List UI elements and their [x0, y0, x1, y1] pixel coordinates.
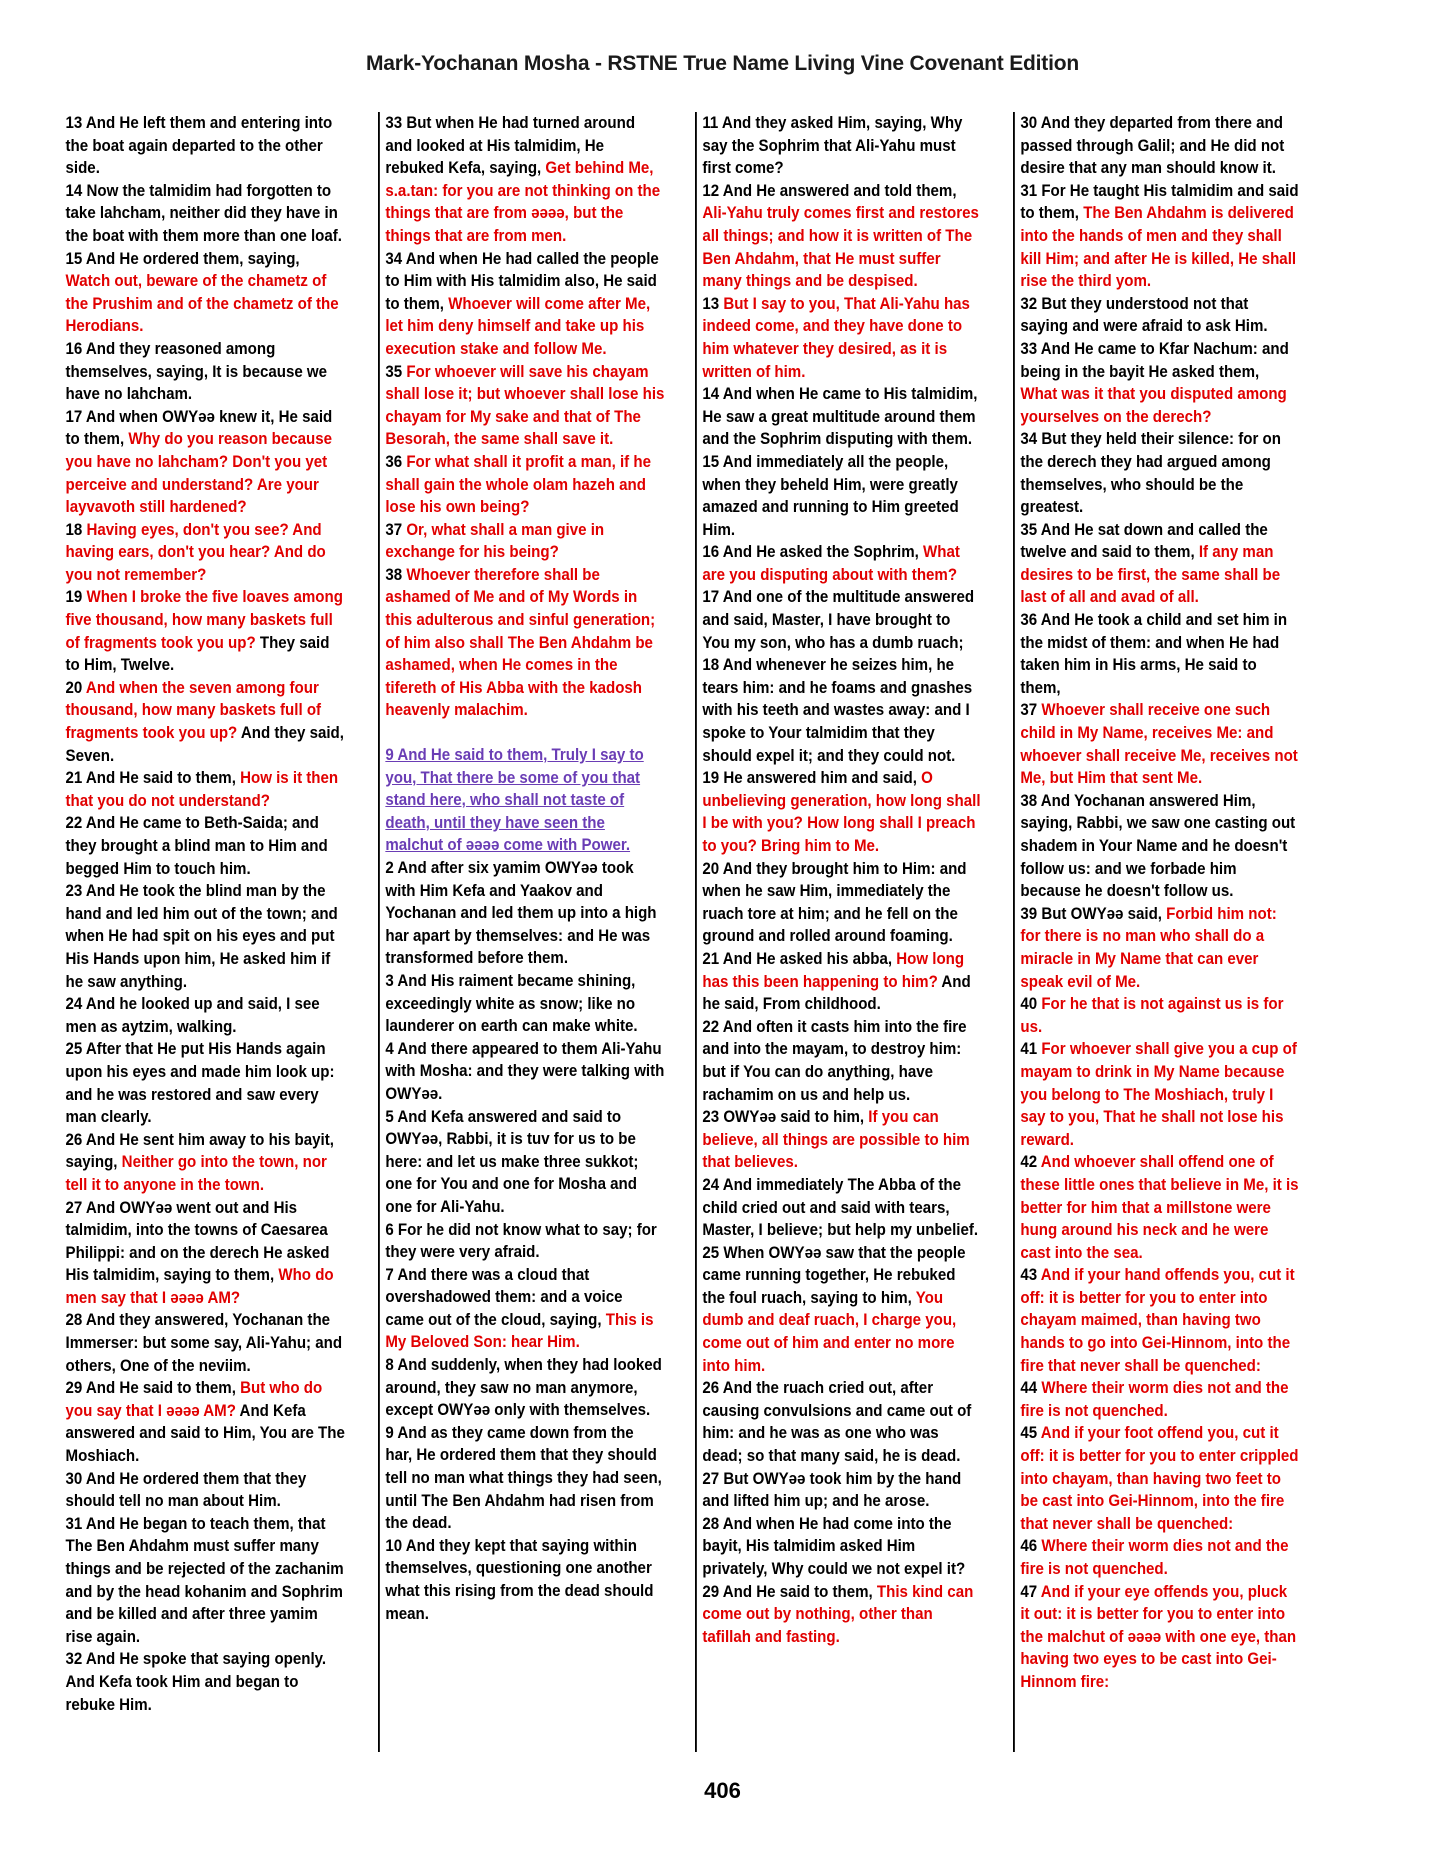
verse-text: 34 But they held their silence: for on the derech they had argued among themselves, who should be the greatest. [1019, 430, 1281, 517]
verse-text: 23 And He took the blind man by the hand and led him out of the town; and when He had spit on his eyes and put His Hands upon him, He asked him if he saw anything. [65, 882, 338, 991]
verse [66, 1513, 347, 1649]
red-letter-text: Whoever shall receive one such child in My Name, receives Me: and whoever shall receive Me, receives not Me, but Him that sent Me. [1019, 701, 1298, 788]
verse [66, 180, 347, 248]
verse [1020, 1377, 1299, 1422]
verse [66, 677, 347, 767]
verse-text: 43 [1019, 1266, 1041, 1285]
column-4 [1013, 112, 1305, 1752]
verse-text: 33 But when He had turned around and looked at His talmidim, He rebuked Kefa, saying, [384, 114, 635, 178]
red-letter-text: Whoever will come after Me, let him deny himself and take up his execution stake and follow Me. [384, 294, 650, 358]
red-letter-text: If you can believe, all things are possible to him that believes. [702, 1108, 970, 1172]
verse-text: 37 [384, 520, 406, 539]
verse [1020, 180, 1299, 293]
red-letter-text: When I broke the five loaves among five thousand, how many baskets full of fragments took you up? [65, 588, 343, 652]
verse-text: 21 And He said to them, [65, 769, 241, 788]
verse-text: 31 And He began to teach them, that The Ben Ahdahm must suffer many things and be rejected of the zachanim and by the head kohanim and Sophrim and be killed and after three yamim rise again. [65, 1514, 344, 1646]
verse [702, 383, 981, 451]
verse-text: 25 After that He put His Hands again upon his eyes and made him look up: and he was restored and saw every man clearly. [65, 1040, 335, 1127]
verse-text: They said to Him, Twelve. [65, 633, 330, 675]
verse [66, 1309, 347, 1377]
verse-text: 27 But OWYǝǝ took him by the hand and lifted him up; and he arose. [702, 1469, 962, 1511]
red-letter-text: Forbid him not: for there is no man who shall do a miracle in My Name that can ever speak evil of Me. [1019, 904, 1277, 991]
verse [1020, 903, 1299, 993]
verse-text: 10 And they kept that saying within themselves, questioning one another what this rising from the dead should mean. [384, 1536, 653, 1623]
verse-text: 45 [1019, 1424, 1041, 1443]
verse-text: 26 And He sent him away to his bayit, saying, [65, 1130, 334, 1172]
verse [702, 1106, 981, 1174]
verse-text: 41 [1019, 1040, 1041, 1059]
verse [702, 112, 981, 180]
verse [385, 1354, 664, 1422]
verse [385, 248, 664, 361]
verse-text: 5 And Kefa answered and said to OWYǝǝ, Rabbi, it is tuv for us to be here: and let us make three sukkot; one for You and one for Mosha and one for Ali-Yahu. [384, 1107, 638, 1216]
verse [702, 1468, 981, 1513]
red-letter-text: Or, what shall a man give in exchange for his being? [384, 520, 604, 562]
verse [1020, 1422, 1299, 1535]
verse-text: 17 And when OWYǝǝ knew it, He said to them, [65, 407, 333, 449]
verse [385, 1038, 664, 1106]
verse [385, 1422, 664, 1535]
verse-text: 36 [384, 452, 406, 471]
verse [702, 451, 981, 541]
page-number: 406 [704, 1778, 741, 1803]
column-2 [378, 112, 670, 1752]
verse-text: 47 [1019, 1582, 1041, 1601]
verse [385, 970, 664, 1038]
verse-text: 35 And He sat down and called the twelve and said to them, [1019, 520, 1268, 562]
verse [385, 519, 664, 564]
red-letter-text: Who do men say that I ǝǝǝǝ AM? [65, 1266, 334, 1307]
verse [1020, 112, 1299, 180]
verse-text: 27 And OWYǝǝ went out and His talmidim, into the towns of Caesarea Philippi: and on the derech He asked His talmidim, saying to them, [65, 1198, 330, 1285]
verse-text: 14 Now the talmidim had forgotten to take lahcham, neither did they have in the boat with them more than one loaf. [65, 181, 342, 245]
verse-text: 32 And He spoke that saying openly. And Kefa took Him and began to rebuke Him. [65, 1650, 327, 1714]
verse [1020, 428, 1299, 518]
verse [1020, 1038, 1299, 1151]
verse-text: 8 And suddenly, when they had looked around, they saw no man anymore, except OWYǝǝ only with themselves. [384, 1356, 662, 1420]
page-header-title: Mark-Yochanan Mosha - RSTNE True Name Living Vine Covenant Edition [366, 52, 1079, 75]
red-letter-text: This is My Beloved Son: hear Him. [384, 1310, 653, 1352]
verse [385, 1219, 664, 1264]
red-letter-text: Neither go into the town, nor tell it to anyone in the town. [65, 1153, 327, 1194]
red-letter-text: Watch out, beware of the chametz of the Prushim and of the chametz of the Herodians. [65, 272, 339, 336]
verse [66, 1197, 347, 1310]
verse [66, 993, 347, 1038]
verse-text: 40 [1019, 995, 1041, 1014]
red-letter-text: And if your hand offends you, cut it off: it is better for you to enter into chayam maimed, than having two hands to go into Gei-Hinnom, into the fire that never shall be quenched: [1019, 1266, 1295, 1375]
verse [66, 586, 347, 676]
red-letter-text: And when the seven among four thousand, how many baskets full of fragments took you up? [65, 678, 322, 743]
verse [702, 948, 981, 1016]
verse-text: 24 And immediately The Abba of the child cried out and said with tears, Master, I believe; but help my unbelief. [702, 1175, 979, 1240]
red-letter-text: Why do you reason because you have no lahcham? Don't you yet perceive and understand? Are your layvavoth still hardened? [65, 430, 332, 517]
verse-text: 6 For he did not know what to say; for they were very afraid. [384, 1220, 657, 1262]
red-letter-text: For whoever will save his chayam shall lose it; but whoever shall lose his chayam for My sake and that of The Besorah, the same shall save it. [384, 362, 664, 449]
verse [385, 1535, 664, 1625]
red-letter-text: This kind can come out by nothing, other than tafillah and fasting. [702, 1582, 974, 1646]
red-letter-text: How long has this been happening to him? [702, 949, 965, 991]
verse-text: 28 And they answered, Yochanan the Immerser: but some say, Ali-Yahu; and others, One of the neviim. [65, 1311, 343, 1375]
verse-text: And they said, Seven. [65, 724, 344, 765]
verse-text: 18 And whenever he seizes him, he tears him: and he foams and gnashes with his teeth and wastes away: and I spoke to Your talmidim that they should expel it; and they could not. [702, 656, 973, 765]
verse [1020, 609, 1299, 699]
red-letter-text: And if your foot offend you, cut it off: it is better for you to enter crippled into chayam, than having two feet to be cast into Gei-Hinnom, into the fire that never shall be quenched: [1019, 1424, 1299, 1533]
red-letter-text: Whoever therefore shall be ashamed of Me and of My Words in this adulterous and sinful generation; of him also shall The Ben Ahdahm be ashamed, when He comes in the tifereth of His Abba with the kadosh heavenly malachim. [384, 565, 655, 720]
verse [1020, 1535, 1299, 1580]
verse-text: 38 And Yochanan answered Him, saying, Rabbi, we saw one casting out shadem in Your Name and he doesn't follow us: and we forbade him because he doesn't follow us. [1019, 791, 1295, 901]
verse-text: 12 And He answered and told them, [702, 181, 957, 200]
verse-text: 13 [702, 294, 724, 313]
verse-text: 16 And they reasoned among themselves, saying, It is because we have no lahcham. [65, 339, 328, 404]
verse [702, 1016, 981, 1106]
verse [702, 1242, 981, 1378]
red-letter-text: For what shall it profit a man, if he shall gain the whole olam hazeh and lose his own being? [384, 452, 651, 517]
verse-text: 38 [384, 565, 406, 584]
verse [702, 654, 981, 767]
verse [66, 338, 347, 406]
verse [702, 1174, 981, 1242]
red-letter-text: How is it then that you do not understand? [65, 769, 339, 810]
verse-text: 9 And as they came down from the har, He ordered them that they should tell no man what things they had seen, until The Ben Ahdahm had risen from the dead. [384, 1423, 662, 1533]
verse [385, 857, 664, 970]
verse-text: 19 [65, 588, 87, 607]
verse [66, 1377, 347, 1467]
verse-text: 15 And immediately all the people, when they beheld Him, were greatly amazed and running to Him greeted Him. [702, 452, 959, 539]
column-3 [695, 112, 987, 1752]
verse-text: 22 And often it casts him into the fire and into the mayam, to destroy him: but if You can do anything, have rachamim on us and help us. [702, 1017, 967, 1104]
verse-text: 32 But they understood not that saying and were afraid to ask Him. [1019, 294, 1268, 336]
verse [66, 112, 347, 180]
verse [385, 361, 664, 451]
verse-text: 11 And they asked Him, saying, Why say the Sophrim that Ali-Yahu must first come? [702, 114, 963, 178]
verse-text: And he said, From childhood. [702, 972, 971, 1014]
red-letter-text: Where their worm dies not and the fire is not quenched. [1019, 1379, 1288, 1420]
verse-text: 29 And He said to them, [65, 1379, 241, 1398]
verse-text: 3 And His raiment became shining, exceedingly white as snow; like no launderer on earth can make white. [384, 971, 638, 1036]
verse-text: 4 And there appeared to them Ali-Yahu with Mosha: and they were talking with OWYǝǝ. [384, 1039, 664, 1103]
verse [1020, 993, 1299, 1038]
verse [66, 1468, 347, 1513]
purple-text: 9 And He said to them, Truly I say to you, That there be some of you that stand here, who shall not taste of death, until they have seen the malchut of ǝǝǝǝ come with Power. [384, 746, 644, 855]
red-letter-text: What was it that you disputed among yourselves on the derech? [1019, 385, 1287, 426]
red-letter-text: What are you disputing about with them? [702, 543, 960, 584]
verse-text: 31 For He taught His talmidim and said to them, [1019, 181, 1299, 223]
verse [1020, 790, 1299, 903]
verse-text: 46 [1019, 1537, 1041, 1556]
verse [66, 1648, 347, 1716]
verse [66, 1038, 347, 1128]
red-letter-text: If any man desires to be first, the same shall be last of all and avad of all. [1019, 543, 1280, 607]
verse [702, 180, 981, 293]
verse-text: 42 [1019, 1153, 1041, 1172]
verse [385, 1106, 664, 1219]
verse [66, 248, 347, 338]
red-letter-text: Ali-Yahu truly comes first and restores all things; and how it is written of The Ben Ahdahm, that He must suffer many things and be despised. [702, 204, 979, 291]
verse-text: 7 And there was a cloud that overshadowed them: and a voice came out of the cloud, saying, [384, 1265, 623, 1329]
verse [385, 451, 664, 519]
verse-text: 19 He answered him and said, [702, 769, 922, 788]
verse [385, 564, 664, 722]
verse [385, 744, 664, 857]
text-columns [60, 112, 1330, 1752]
verse-text: 21 And He asked his abba, [702, 949, 897, 968]
verse-text: 37 [1019, 701, 1041, 720]
verse [66, 519, 347, 587]
verse-text: 30 And He ordered them that they should tell no man about Him. [65, 1469, 307, 1511]
verse [66, 406, 347, 519]
verse-text: 13 And He left them and entering into the boat again departed to the other side. [65, 114, 333, 178]
verse [702, 586, 981, 654]
red-letter-text: But I say to you, That Ali-Yahu has indeed come, and they have done to him whatever they desired, as it is written of him. [702, 294, 970, 381]
red-letter-text: The Ben Ahdahm is delivered into the hands of men and they shall kill Him; and after He is killed, He shall rise the third yom. [1019, 204, 1296, 291]
verse-text: 22 And He came to Beth-Saida; and they brought a blind man to Him and begged Him to touch him. [65, 814, 328, 878]
red-letter-text: Where their worm dies not and the fire is not quenched. [1019, 1537, 1288, 1578]
verse [1020, 519, 1299, 609]
verse-text: 28 And when He had come into the bayit, His talmidim asked Him privately, Why could we not expel it? [702, 1514, 966, 1578]
verse-text: 30 And they departed from there and passed through Galil; and He did not desire that any man should know it. [1019, 114, 1284, 178]
verse-text: 20 And they brought him to Him: and when he saw Him, immediately the ruach tore at him; and he fell on the ground and rolled around foaming. [702, 859, 967, 946]
verse-text: 23 OWYǝǝ said to him, [702, 1108, 869, 1127]
verse-text: 36 And He took a child and set him in the midst of them: and when He had taken him in His arms, He said to them, [1019, 611, 1287, 697]
verse [385, 1264, 664, 1354]
verse [1020, 699, 1299, 789]
verse-text: 33 And He came to Kfar Nachum: and being in the bayit He asked them, [1019, 339, 1289, 381]
verse-text: 39 But OWYǝǝ said, [1019, 904, 1166, 923]
verse-text: And Kefa answered and said to Him, You are The Moshiach. [65, 1401, 345, 1466]
red-letter-text: You dumb and deaf ruach, I charge you, come out of him and enter no more into him. [702, 1288, 957, 1375]
verse-text: 16 And He asked the Sophrim, [702, 543, 924, 562]
red-letter-text: For whoever shall give you a cup of mayam to drink in My Name because you belong to The Moshiach, truly I say to you, That he shall not lose his reward. [1019, 1040, 1297, 1149]
verse-text: 35 [384, 362, 406, 381]
verse [702, 1581, 981, 1649]
verse-text: 14 And when He came to His talmidim, He saw a great multitude around them and the Sophrim disputing with them. [702, 385, 978, 449]
red-letter-text: And if your eye offends you, pluck it out: it is better for you to enter into the malchut of ǝǝǝǝ with one eye, than having two eyes to be cast into Gei-Hinnom fire: [1019, 1582, 1296, 1691]
red-letter-text: And whoever shall offend one of these little ones that believe in Me, it is better for him that a millstone were hung around his neck and he were cast into the sea. [1019, 1153, 1299, 1262]
verse [66, 767, 347, 812]
verse [702, 858, 981, 948]
verse [66, 812, 347, 880]
verse [385, 112, 664, 248]
red-letter-text: Having eyes, don't you see? And having ears, don't you hear? And do you not remember? [65, 520, 326, 584]
verse [1020, 338, 1299, 428]
verse [1020, 1151, 1299, 1264]
verse [702, 1377, 981, 1467]
verse-text: 44 [1019, 1379, 1041, 1398]
verse [702, 767, 981, 857]
verse-text: 26 And the ruach cried out, after causing convulsions and came out of him: and he was as one who was dead; so that many said, he is dead. [702, 1379, 972, 1466]
verse [702, 1513, 981, 1581]
verse-text: 25 When OWYǝǝ saw that the people came running together, He rebuked the foul ruach, saying to him, [702, 1243, 966, 1307]
verse [66, 1129, 347, 1197]
verse-text: 15 And He ordered them, saying, [65, 249, 300, 268]
red-letter-text: For he that is not against us is for us. [1019, 995, 1283, 1036]
column-1 [60, 112, 352, 1752]
verse-text: 18 [65, 520, 87, 539]
verse [66, 880, 347, 993]
verse-text: 2 And after six yamim OWYǝǝ took with Him Kefa and Yaakov and Yochanan and led them up into a high har apart by themselves: and He was transformed before them. [384, 859, 657, 968]
red-letter-text: But who do you say that I ǝǝǝǝ AM? [65, 1379, 323, 1420]
verse-text: 20 [65, 678, 86, 697]
verse-text: 34 And when He had called the people to Him with His talmidim also, He said to them, [384, 249, 659, 313]
red-letter-text: Get behind Me, s.a.tan: for you are not thinking on the things that are from ǝǝǝǝ, but the things that are from men. [384, 159, 660, 245]
verse-text: 24 And he looked up and said, I see men as aytzim, walking. [65, 995, 320, 1036]
red-letter-text: O unbelieving generation, how long shall I be with you? How long shall I preach to you? Bring him to Me. [702, 769, 981, 855]
verse [702, 541, 981, 586]
verse [1020, 1264, 1299, 1377]
verse-text: 17 And one of the multitude answered and said, Master, I have brought to You my son, who has a dumb ruach; [702, 588, 975, 652]
verse [1020, 293, 1299, 338]
verse [702, 293, 981, 383]
verse-text: 29 And He said to them, [702, 1582, 877, 1601]
verse [1020, 1581, 1299, 1694]
